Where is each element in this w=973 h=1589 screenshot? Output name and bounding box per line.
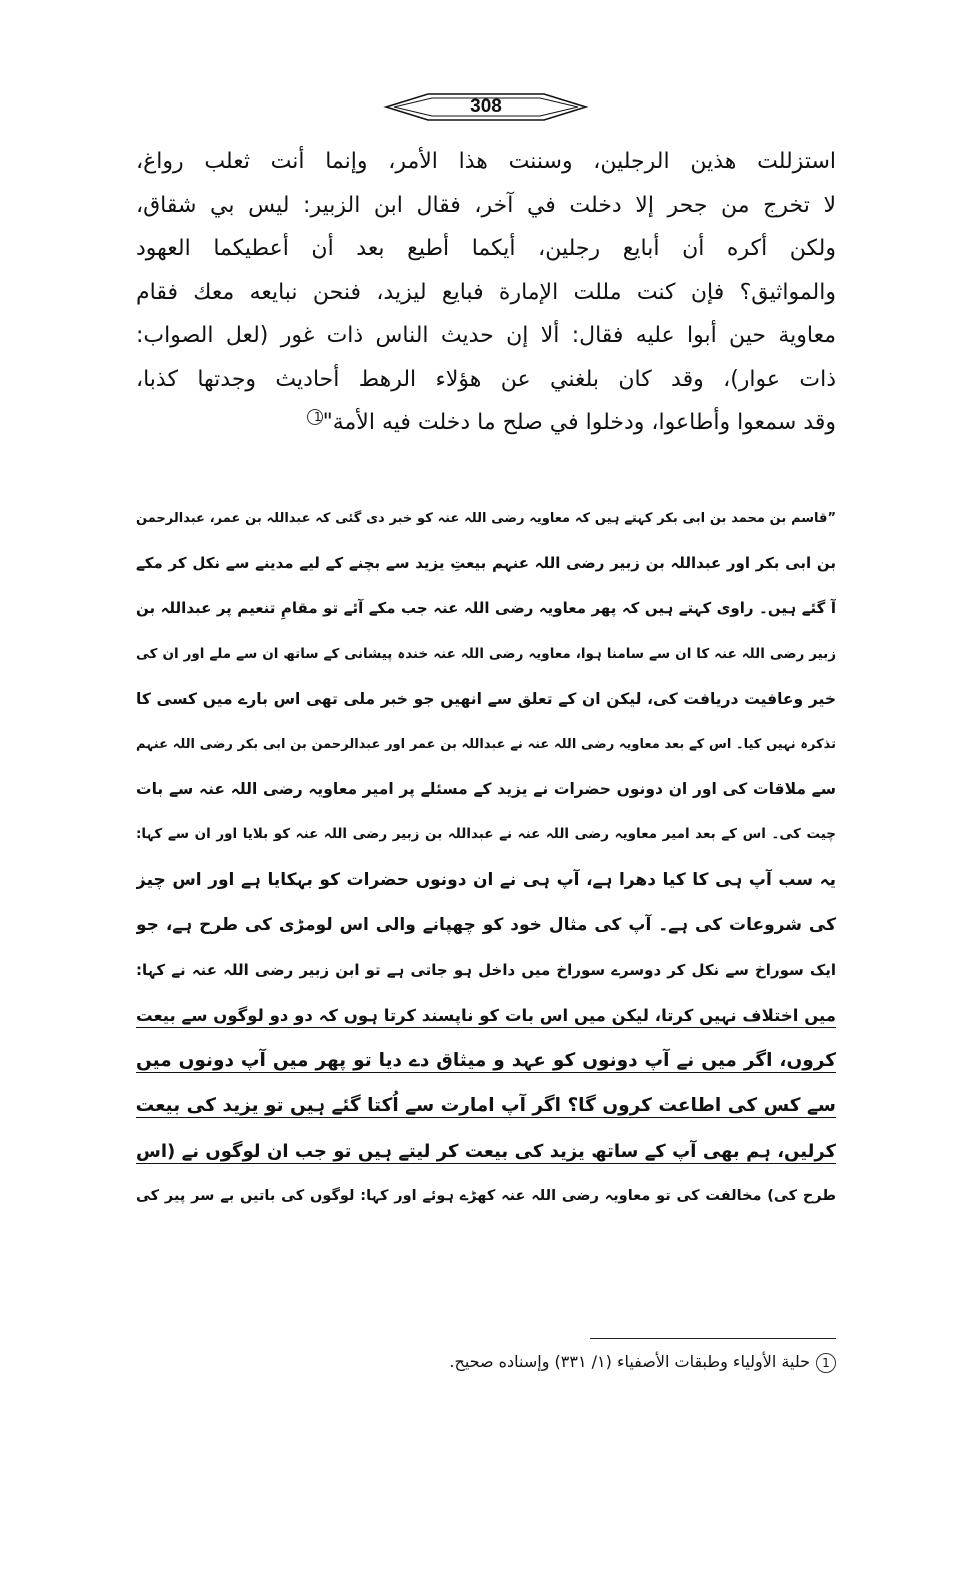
footnote-reference[interactable]: 1 xyxy=(307,409,323,425)
urdu-line xyxy=(136,948,836,993)
urdu-line-text: بن ابی بکر اور عبداللہ بن زبیر رضی اللہ عنہم بیعتِ یزید سے بچنے کے لیے مدینے سے نکل کر مکے xyxy=(136,554,836,573)
arabic-line-last xyxy=(136,401,836,445)
urdu-line xyxy=(136,541,836,586)
urdu-line-text: یہ سب آپ ہی کا کیا دھرا ہے، آپ ہی نے ان دونوں حضرات کو بہکایا ہے اور اس چیز xyxy=(136,869,836,890)
arabic-line: استزللت هذين الرجلين، وسننت هذا الأمر، وإنما أنت ثعلب رواغ، xyxy=(136,149,836,174)
urdu-line-text: زبیر رضی اللہ عنہ کا ان سے سامنا ہوا، معاویہ رضی اللہ عنہ خندہ پیشانی کے ساتھ ان سے ملے اور ان کی xyxy=(136,645,836,662)
urdu-line xyxy=(136,1083,836,1128)
arabic-line: ولكن أكره أن أبايع رجلين، أيكما أطيع بعد أن أعطيكما العهود xyxy=(136,236,836,261)
urdu-line-text: ایک سوراخ سے نکل کر دوسرے سوراخ میں داخل ہو جاتی ہے تو ابن زبیر رضی اللہ عنہ نے کہا: xyxy=(136,960,836,979)
urdu-line xyxy=(136,586,836,631)
urdu-line xyxy=(136,812,836,857)
urdu-translation xyxy=(136,496,836,1219)
urdu-line-text-underlined: کروں، اگر میں نے آپ دونوں کو عہد و میثاق دے دیا تو پھر میں آپ دونوں میں xyxy=(136,1050,836,1072)
urdu-line-text: چیت کی۔ اس کے بعد امیر معاویہ رضی اللہ عنہ نے عبداللہ بن زبیر رضی اللہ عنہ کو بلایا اور ان سے کہا: xyxy=(136,826,836,843)
arabic-line: والمواثيق؟ فإن كنت مللت الإمارة فبايع ليزيد، فنحن نبايعه معك فقام xyxy=(136,279,836,305)
footnote-number: 1 xyxy=(816,1353,836,1373)
urdu-line xyxy=(136,677,836,722)
footnote-divider xyxy=(590,1338,836,1339)
urdu-line-text-underlined: میں اختلاف نہیں کرتا، لیکن میں اس بات کو ناپسند کرتا ہوں کہ دو دو لوگوں سے بیعت xyxy=(136,1006,836,1026)
page-number: 308 xyxy=(470,96,502,117)
arabic-line: لا تخرج من جحر إلا دخلت في آخر، فقال ابن الزبير: ليس بي شقاق، xyxy=(136,192,836,218)
urdu-line xyxy=(136,1129,836,1174)
urdu-line-text-underlined: سے کس کی اطاعت کروں گا؟ اگر آپ امارت سے اُکتا گئے ہیں تو یزید کی بیعت xyxy=(136,1095,836,1117)
page-number-ornament xyxy=(380,84,592,130)
urdu-line xyxy=(136,1038,836,1083)
urdu-line-text: تذکرہ نہیں کیا۔ اس کے بعد معاویہ رضی اللہ عنہ نے عبداللہ بن عمر اور عبدالرحمن بن ابی بکر رضی اللہ عنہم xyxy=(136,736,836,752)
urdu-line-text-underlined: کرلیں، ہم بھی آپ کے ساتھ یزید کی بیعت کر لیتے ہیں تو جب ان لوگوں نے (اس xyxy=(136,1140,836,1162)
urdu-line-text: ”قاسم بن محمد بن ابی بکر کہتے ہیں کہ معاویہ رضی اللہ عنہ کو خبر دی گئی کہ عبداللہ بن عمر، عبدالرحمن xyxy=(136,511,836,526)
urdu-line xyxy=(136,496,836,541)
urdu-line-text: کی شروعات کی ہے۔ آپ کی مثال خود کو چھپانے والی اس لومڑی کی طرح ہے، جو xyxy=(136,914,836,935)
urdu-line xyxy=(136,767,836,812)
arabic-line-text: وقد سمعوا وأطاعوا، ودخلوا في صلح ما دخلت فيه الأمة" xyxy=(322,410,836,435)
urdu-line xyxy=(136,1174,836,1219)
arabic-quote xyxy=(136,140,836,445)
footnote xyxy=(136,1352,836,1373)
urdu-line xyxy=(136,858,836,903)
urdu-line xyxy=(136,903,836,948)
urdu-line xyxy=(136,632,836,677)
urdu-line xyxy=(136,993,836,1038)
arabic-line: ذات عوار)، وقد كان بلغني عن هؤلاء الرهط أحاديث وجدتها كذبا، xyxy=(136,366,836,392)
urdu-line xyxy=(136,722,836,767)
urdu-line-text: طرح کی) مخالفت کی تو معاویہ رضی اللہ عنہ کھڑے ہوئے اور کہا: لوگوں کی باتیں بے سر پیر کی xyxy=(136,1187,836,1204)
urdu-line-text: سے ملاقات کی اور ان دونوں حضرات نے یزید کے مسئلے پر امیر معاویہ رضی اللہ عنہ سے بات xyxy=(136,780,836,799)
footnote-text: حلية الأولياء وطبقات الأصفياء (١/ ٣٣١) وإسناده صحيح. xyxy=(449,1352,810,1371)
urdu-line-text: خیر وعافیت دریافت کی، لیکن ان کے تعلق سے انھیں جو خبر ملی تھی اس بارے میں کسی کا xyxy=(136,689,836,708)
arabic-line: معاوية حين أبوا عليه فقال: ألا إن حديث الناس ذات غور (لعل الصواب: xyxy=(136,323,836,348)
urdu-line-text: آ گئے ہیں۔ راوی کہتے ہیں کہ پھر معاویہ رضی اللہ عنہ جب مکے آئے تو مقامِ تنعیم پر عبداللہ بن xyxy=(136,599,836,618)
